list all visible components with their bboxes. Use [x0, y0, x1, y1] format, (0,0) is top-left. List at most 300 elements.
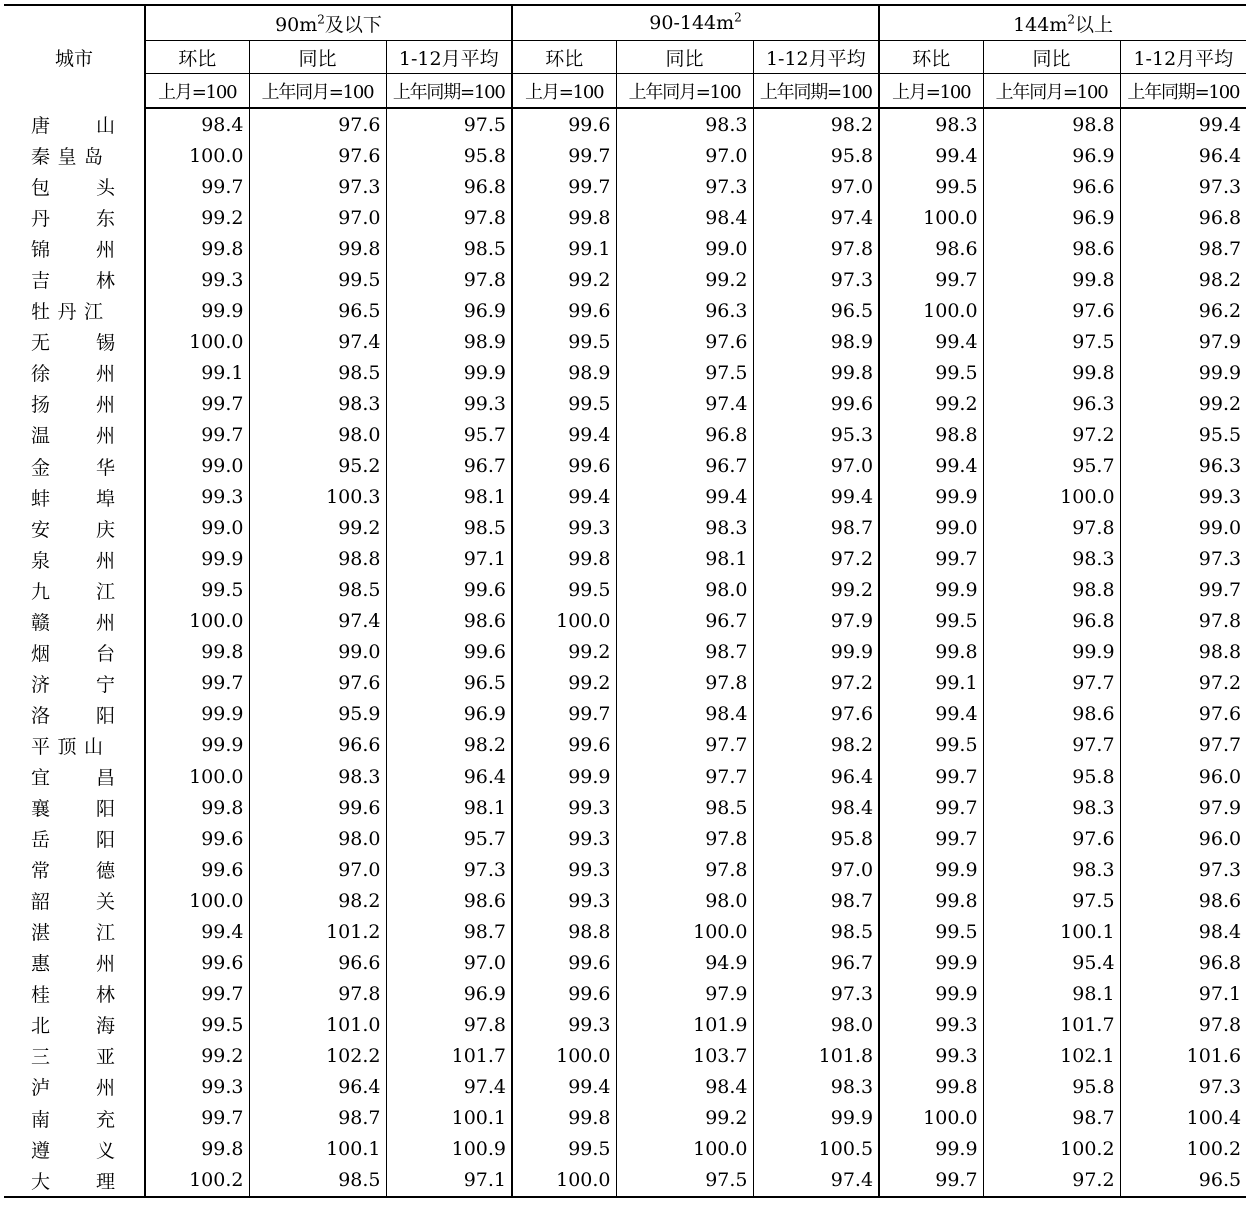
value-cell: 98.3 — [879, 108, 983, 140]
value-cell: 96.8 — [983, 606, 1120, 637]
value-cell: 97.8 — [616, 668, 753, 699]
value-cell: 99.9 — [145, 295, 249, 326]
value-cell: 97.6 — [983, 295, 1120, 326]
value-cell: 99.4 — [512, 1071, 616, 1102]
metric-header: 1-12月平均 — [753, 41, 879, 74]
value-cell: 98.0 — [753, 1009, 879, 1040]
value-cell: 97.3 — [386, 854, 512, 885]
city-cell — [4, 885, 145, 916]
city-cell — [4, 1134, 145, 1165]
value-cell: 100.2 — [145, 1165, 249, 1197]
value-cell: 95.8 — [753, 823, 879, 854]
value-cell: 96.7 — [386, 451, 512, 482]
city-cell — [4, 451, 145, 482]
city-cell — [4, 357, 145, 388]
city-cell — [4, 1040, 145, 1071]
table-row — [4, 1040, 1246, 1071]
value-cell: 98.5 — [249, 357, 386, 388]
value-cell: 96.4 — [249, 1071, 386, 1102]
city-cell — [4, 575, 145, 606]
value-cell: 99.6 — [512, 978, 616, 1009]
value-cell: 98.4 — [1120, 916, 1246, 947]
value-cell: 97.6 — [1120, 699, 1246, 730]
city-name: 徐州 — [31, 363, 115, 386]
value-cell: 99.7 — [879, 761, 983, 792]
table-row — [4, 1103, 1246, 1134]
city-name: 湛江 — [31, 922, 115, 945]
value-cell: 99.2 — [616, 264, 753, 295]
metric-header: 环比 — [879, 41, 983, 74]
value-cell: 100.0 — [512, 1040, 616, 1071]
city-name: 南充 — [31, 1108, 115, 1131]
city-name: 襄阳 — [31, 798, 115, 821]
value-cell: 99.7 — [145, 171, 249, 202]
value-cell: 96.6 — [983, 171, 1120, 202]
value-cell: 98.8 — [1120, 637, 1246, 668]
value-cell: 98.3 — [753, 1071, 879, 1102]
value-cell: 100.0 — [879, 295, 983, 326]
value-cell: 99.8 — [249, 233, 386, 264]
value-cell: 99.9 — [512, 761, 616, 792]
value-cell: 98.7 — [386, 916, 512, 947]
value-cell: 98.2 — [1120, 264, 1246, 295]
value-cell: 100.3 — [249, 482, 386, 513]
value-cell: 98.0 — [616, 885, 753, 916]
value-cell: 99.1 — [879, 668, 983, 699]
value-cell: 97.3 — [753, 264, 879, 295]
value-cell: 97.4 — [753, 1165, 879, 1197]
table-row — [4, 668, 1246, 699]
value-cell: 99.7 — [879, 264, 983, 295]
city-name: 岳阳 — [31, 829, 115, 852]
value-cell: 95.2 — [249, 451, 386, 482]
table-row — [4, 978, 1246, 1009]
city-name: 包头 — [31, 177, 115, 200]
value-cell: 97.5 — [983, 326, 1120, 357]
value-cell: 99.9 — [879, 978, 983, 1009]
value-cell: 99.5 — [879, 730, 983, 761]
value-cell: 97.2 — [753, 544, 879, 575]
value-cell: 97.8 — [616, 823, 753, 854]
value-cell: 98.8 — [512, 916, 616, 947]
value-cell: 97.4 — [249, 326, 386, 357]
base-header: 上年同月=100 — [983, 74, 1120, 109]
value-cell: 96.9 — [983, 202, 1120, 233]
value-cell: 97.0 — [753, 854, 879, 885]
city-cell — [4, 326, 145, 357]
header-row-area — [4, 5, 1246, 41]
value-cell: 99.8 — [983, 264, 1120, 295]
table-row — [4, 699, 1246, 730]
value-cell: 99.2 — [145, 202, 249, 233]
table-row — [4, 171, 1246, 202]
value-cell: 96.7 — [753, 947, 879, 978]
metric-header: 同比 — [249, 41, 386, 74]
metric-header: 同比 — [983, 41, 1120, 74]
value-cell: 100.0 — [879, 202, 983, 233]
value-cell: 98.7 — [249, 1103, 386, 1134]
value-cell: 99.3 — [879, 1009, 983, 1040]
base-header: 上月=100 — [512, 74, 616, 109]
value-cell: 98.7 — [753, 513, 879, 544]
value-cell: 97.3 — [1120, 854, 1246, 885]
city-column-header: 城市 — [4, 5, 145, 108]
base-header: 上年同期=100 — [753, 74, 879, 109]
value-cell: 99.8 — [983, 357, 1120, 388]
city-name: 济宁 — [31, 673, 115, 696]
value-cell: 98.5 — [753, 916, 879, 947]
city-name: 牡丹江 — [31, 301, 103, 324]
city-cell — [4, 140, 145, 171]
table-row — [4, 730, 1246, 761]
value-cell: 98.6 — [386, 606, 512, 637]
value-cell: 98.2 — [753, 108, 879, 140]
value-cell: 99.2 — [249, 513, 386, 544]
value-cell: 99.4 — [145, 916, 249, 947]
value-cell: 97.9 — [616, 978, 753, 1009]
value-cell: 98.5 — [386, 513, 512, 544]
value-cell: 100.5 — [753, 1134, 879, 1165]
value-cell: 95.8 — [386, 140, 512, 171]
table-row — [4, 1009, 1246, 1040]
value-cell: 97.0 — [753, 171, 879, 202]
value-cell: 97.8 — [753, 233, 879, 264]
value-cell: 99.4 — [512, 419, 616, 450]
value-cell: 99.6 — [386, 575, 512, 606]
value-cell: 99.8 — [145, 792, 249, 823]
table-row — [4, 233, 1246, 264]
value-cell: 98.1 — [616, 544, 753, 575]
value-cell: 97.8 — [249, 978, 386, 1009]
value-cell: 100.0 — [145, 885, 249, 916]
city-cell — [4, 171, 145, 202]
value-cell: 97.1 — [1120, 978, 1246, 1009]
value-cell: 96.2 — [1120, 295, 1246, 326]
base-header: 上年同期=100 — [1120, 74, 1246, 109]
value-cell: 99.7 — [1120, 575, 1246, 606]
city-cell — [4, 202, 145, 233]
value-cell: 99.7 — [512, 140, 616, 171]
value-cell: 97.3 — [1120, 1071, 1246, 1102]
city-cell — [4, 606, 145, 637]
base-header: 上月=100 — [879, 74, 983, 109]
value-cell: 97.6 — [249, 140, 386, 171]
value-cell: 99.2 — [616, 1103, 753, 1134]
value-cell: 99.0 — [879, 513, 983, 544]
value-cell: 98.3 — [249, 388, 386, 419]
value-cell: 95.5 — [1120, 419, 1246, 450]
value-cell: 100.1 — [386, 1103, 512, 1134]
value-cell: 96.0 — [1120, 761, 1246, 792]
value-cell: 99.9 — [753, 637, 879, 668]
value-cell: 103.7 — [616, 1040, 753, 1071]
value-cell: 99.0 — [145, 513, 249, 544]
table-row — [4, 513, 1246, 544]
value-cell: 97.2 — [753, 668, 879, 699]
value-cell: 98.7 — [1120, 233, 1246, 264]
value-cell: 96.4 — [386, 761, 512, 792]
metric-header: 1-12月平均 — [386, 41, 512, 74]
value-cell: 97.6 — [249, 108, 386, 140]
value-cell: 99.9 — [753, 1103, 879, 1134]
city-name: 北海 — [31, 1015, 115, 1038]
value-cell: 98.1 — [983, 978, 1120, 1009]
value-cell: 95.8 — [983, 1071, 1120, 1102]
city-name: 洛阳 — [31, 704, 115, 727]
value-cell: 96.3 — [1120, 451, 1246, 482]
value-cell: 97.6 — [616, 326, 753, 357]
city-cell — [4, 1103, 145, 1134]
value-cell: 99.7 — [145, 1103, 249, 1134]
value-cell: 99.8 — [145, 637, 249, 668]
value-cell: 99.7 — [512, 171, 616, 202]
value-cell: 100.0 — [616, 916, 753, 947]
value-cell: 102.1 — [983, 1040, 1120, 1071]
table-row — [4, 544, 1246, 575]
value-cell: 97.8 — [386, 1009, 512, 1040]
city-name: 安庆 — [31, 518, 115, 541]
value-cell: 97.0 — [753, 451, 879, 482]
value-cell: 99.8 — [879, 1071, 983, 1102]
value-cell: 96.5 — [386, 668, 512, 699]
city-name: 扬州 — [31, 394, 115, 417]
city-cell — [4, 108, 145, 140]
value-cell: 98.0 — [249, 823, 386, 854]
value-cell: 97.9 — [1120, 792, 1246, 823]
value-cell: 99.2 — [512, 264, 616, 295]
value-cell: 98.9 — [386, 326, 512, 357]
value-cell: 101.6 — [1120, 1040, 1246, 1071]
value-cell: 99.9 — [879, 575, 983, 606]
value-cell: 97.6 — [753, 699, 879, 730]
city-name: 常德 — [31, 860, 115, 883]
value-cell: 98.4 — [753, 792, 879, 823]
city-name: 无锡 — [31, 332, 115, 355]
value-cell: 100.2 — [983, 1134, 1120, 1165]
city-cell — [4, 823, 145, 854]
value-cell: 99.5 — [879, 171, 983, 202]
city-cell — [4, 388, 145, 419]
value-cell: 98.1 — [386, 482, 512, 513]
value-cell: 98.6 — [386, 885, 512, 916]
value-cell: 99.4 — [616, 482, 753, 513]
value-cell: 98.3 — [249, 761, 386, 792]
value-cell: 99.6 — [512, 451, 616, 482]
table-row — [4, 482, 1246, 513]
city-cell — [4, 513, 145, 544]
value-cell: 100.0 — [879, 1103, 983, 1134]
value-cell: 95.7 — [386, 823, 512, 854]
city-name: 宜昌 — [31, 767, 115, 789]
table-row — [4, 637, 1246, 668]
value-cell: 96.6 — [249, 947, 386, 978]
value-cell: 97.3 — [249, 171, 386, 202]
value-cell: 95.7 — [983, 451, 1120, 482]
metric-header: 环比 — [145, 41, 249, 74]
value-cell: 95.7 — [386, 419, 512, 450]
table-row — [4, 326, 1246, 357]
city-cell — [4, 1165, 145, 1197]
value-cell: 97.6 — [249, 668, 386, 699]
value-cell: 97.0 — [249, 854, 386, 885]
value-cell: 98.5 — [249, 1165, 386, 1197]
value-cell: 99.5 — [512, 326, 616, 357]
value-cell: 99.8 — [145, 233, 249, 264]
value-cell: 99.4 — [512, 482, 616, 513]
value-cell: 99.8 — [512, 1103, 616, 1134]
value-cell: 99.4 — [879, 326, 983, 357]
header-row-base — [4, 74, 1246, 109]
city-name: 韶关 — [31, 891, 115, 914]
value-cell: 102.2 — [249, 1040, 386, 1071]
table-row — [4, 606, 1246, 637]
city-name: 三亚 — [31, 1046, 115, 1069]
value-cell: 99.3 — [879, 1040, 983, 1071]
value-cell: 99.5 — [145, 1009, 249, 1040]
value-cell: 99.9 — [145, 699, 249, 730]
city-cell — [4, 916, 145, 947]
value-cell: 97.8 — [1120, 606, 1246, 637]
value-cell: 97.4 — [616, 388, 753, 419]
value-cell: 99.7 — [145, 388, 249, 419]
value-cell: 99.6 — [512, 108, 616, 140]
city-name: 金华 — [31, 456, 115, 479]
value-cell: 99.4 — [879, 699, 983, 730]
city-name: 吉林 — [31, 270, 115, 293]
value-cell: 99.0 — [145, 451, 249, 482]
value-cell: 101.8 — [753, 1040, 879, 1071]
city-name: 惠州 — [31, 953, 115, 976]
value-cell: 99.4 — [879, 140, 983, 171]
value-cell: 99.6 — [145, 854, 249, 885]
city-cell — [4, 730, 145, 761]
value-cell: 99.9 — [145, 544, 249, 575]
value-cell: 98.6 — [879, 233, 983, 264]
city-cell — [4, 1071, 145, 1102]
table-row — [4, 761, 1246, 792]
value-cell: 96.5 — [249, 295, 386, 326]
metric-header: 1-12月平均 — [1120, 41, 1246, 74]
value-cell: 97.9 — [753, 606, 879, 637]
value-cell: 99.6 — [512, 947, 616, 978]
value-cell: 98.3 — [616, 513, 753, 544]
value-cell: 97.8 — [1120, 1009, 1246, 1040]
value-cell: 99.2 — [1120, 388, 1246, 419]
table-row — [4, 947, 1246, 978]
value-cell: 99.9 — [879, 854, 983, 885]
group-header-medium: $90-144m^2$ — [512, 5, 879, 41]
group-header-large: $144m^2$以上 — [879, 5, 1246, 41]
city-name: 泸州 — [31, 1077, 115, 1100]
city-name: 唐山 — [31, 114, 115, 137]
value-cell: 101.7 — [386, 1040, 512, 1071]
value-cell: 99.5 — [879, 916, 983, 947]
value-cell: 98.2 — [386, 730, 512, 761]
value-cell: 97.4 — [386, 1071, 512, 1102]
value-cell: 99.0 — [1120, 513, 1246, 544]
value-cell: 99.7 — [512, 699, 616, 730]
value-cell: 98.9 — [753, 326, 879, 357]
base-header: 上月=100 — [145, 74, 249, 109]
value-cell: 99.0 — [616, 233, 753, 264]
value-cell: 99.3 — [1120, 482, 1246, 513]
table-row — [4, 1071, 1246, 1102]
value-cell: 100.0 — [145, 140, 249, 171]
city-cell — [4, 978, 145, 1009]
value-cell: 97.2 — [983, 419, 1120, 450]
value-cell: 97.5 — [616, 1165, 753, 1197]
value-cell: 99.8 — [879, 637, 983, 668]
value-cell: 97.8 — [983, 513, 1120, 544]
city-cell — [4, 295, 145, 326]
value-cell: 96.0 — [1120, 823, 1246, 854]
value-cell: 100.1 — [249, 1134, 386, 1165]
city-name: 温州 — [31, 425, 115, 448]
value-cell: 100.4 — [1120, 1103, 1246, 1134]
value-cell: 97.5 — [386, 108, 512, 140]
value-cell: 99.5 — [512, 575, 616, 606]
value-cell: 99.9 — [879, 1134, 983, 1165]
value-cell: 98.5 — [386, 233, 512, 264]
city-name: 丹东 — [31, 208, 115, 231]
value-cell: 96.9 — [983, 140, 1120, 171]
value-cell: 100.9 — [386, 1134, 512, 1165]
value-cell: 96.6 — [249, 730, 386, 761]
value-cell: 98.6 — [983, 233, 1120, 264]
value-cell: 95.8 — [753, 140, 879, 171]
value-cell: 95.4 — [983, 947, 1120, 978]
city-cell — [4, 264, 145, 295]
value-cell: 99.3 — [145, 264, 249, 295]
value-cell: 99.7 — [879, 544, 983, 575]
value-cell: 101.0 — [249, 1009, 386, 1040]
table-header — [4, 5, 1246, 108]
value-cell: 97.7 — [983, 668, 1120, 699]
value-cell: 96.8 — [1120, 947, 1246, 978]
value-cell: 100.0 — [512, 1165, 616, 1197]
value-cell: 99.3 — [512, 792, 616, 823]
city-name: 九江 — [31, 580, 115, 603]
value-cell: 95.3 — [753, 419, 879, 450]
city-name: 蚌埠 — [31, 487, 115, 510]
value-cell: 96.9 — [386, 699, 512, 730]
table-row — [4, 451, 1246, 482]
value-cell: 97.1 — [386, 544, 512, 575]
city-cell — [4, 544, 145, 575]
value-cell: 95.9 — [249, 699, 386, 730]
table-row — [4, 264, 1246, 295]
value-cell: 99.6 — [512, 295, 616, 326]
value-cell: 96.3 — [983, 388, 1120, 419]
value-cell: 99.3 — [145, 482, 249, 513]
table-row — [4, 388, 1246, 419]
value-cell: 100.0 — [512, 606, 616, 637]
value-cell: 98.0 — [249, 419, 386, 450]
value-cell: 98.4 — [616, 699, 753, 730]
value-cell: 97.2 — [1120, 668, 1246, 699]
value-cell: 99.5 — [512, 388, 616, 419]
value-cell: 98.3 — [983, 792, 1120, 823]
value-cell: 99.9 — [983, 637, 1120, 668]
value-cell: 99.3 — [386, 388, 512, 419]
city-cell — [4, 1009, 145, 1040]
value-cell: 99.7 — [879, 1165, 983, 1197]
value-cell: 96.9 — [386, 295, 512, 326]
header-row-metric — [4, 41, 1246, 74]
value-cell: 99.5 — [512, 1134, 616, 1165]
value-cell: 96.8 — [1120, 202, 1246, 233]
base-header: 上年同期=100 — [386, 74, 512, 109]
